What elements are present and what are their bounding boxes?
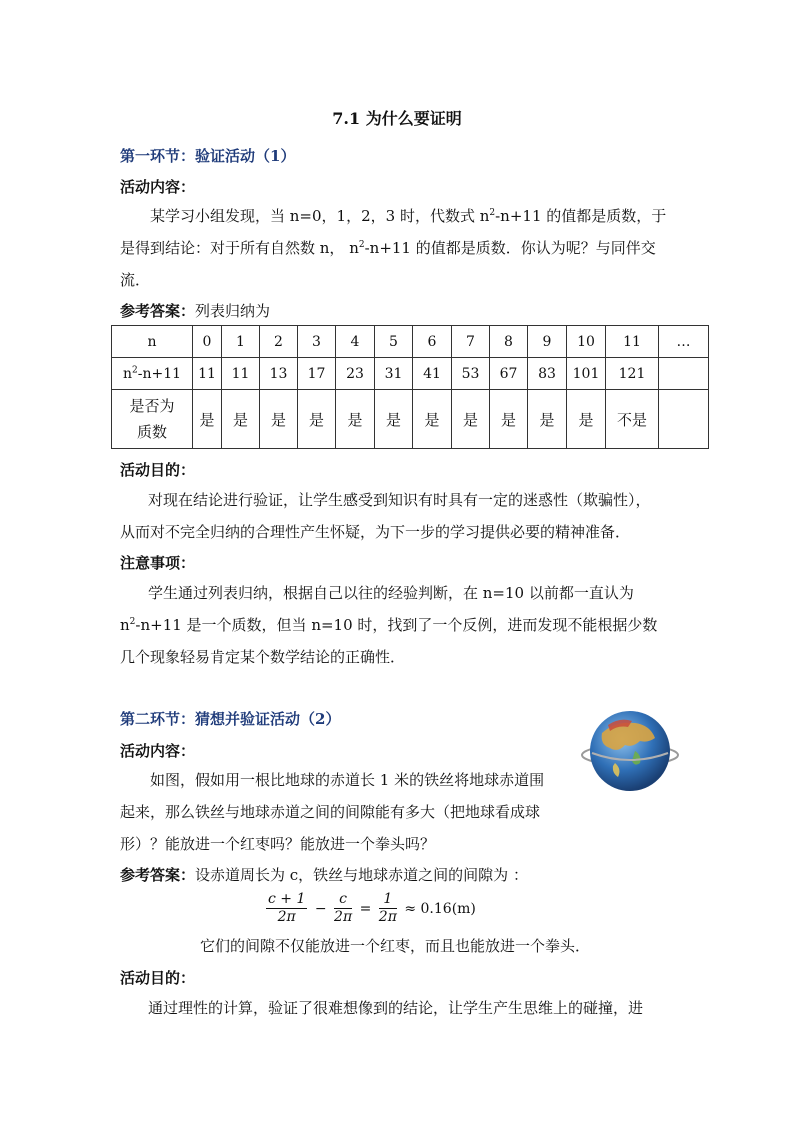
table-row-n bbox=[112, 326, 709, 358]
table-cell: 2 bbox=[260, 326, 298, 358]
table-cell: 11 bbox=[606, 326, 659, 358]
globe-icon bbox=[580, 703, 680, 803]
section1-notes-line1: 学生通过列表归纳，根据自己以往的经验判断，在 n=10 以前都一直认为 bbox=[148, 584, 634, 602]
table-cell: 101 bbox=[567, 358, 606, 390]
table-cell: n bbox=[112, 326, 193, 358]
table-cell: 是 bbox=[452, 390, 490, 449]
table-cell: 是 bbox=[413, 390, 452, 449]
table-cell: 67 bbox=[490, 358, 528, 390]
section1-content-line3: 流． bbox=[120, 271, 151, 289]
table-cell-label: 是否为 质数 bbox=[112, 390, 193, 449]
section1-heading: 第一环节：验证活动（1） bbox=[120, 147, 296, 165]
table-cell: 53 bbox=[452, 358, 490, 390]
table-cell: 41 bbox=[413, 358, 452, 390]
section1-purpose-line2: 从而对不完全归纳的合理性产生怀疑，为下一步的学习提供必要的精神准备． bbox=[120, 523, 631, 541]
section2-content-line1: 如图，假如用一根比地球的赤道长 1 米的铁丝将地球赤道围 bbox=[150, 771, 545, 789]
section2-content-label: 活动内容： bbox=[120, 742, 196, 760]
section2-answer: 参考答案：设赤道周长为 c，铁丝与地球赤道之间的间隙为 ： bbox=[120, 866, 528, 884]
table-cell: 6 bbox=[413, 326, 452, 358]
table-cell: 11 bbox=[222, 358, 260, 390]
table-cell: 1 bbox=[222, 326, 260, 358]
table-cell: 9 bbox=[528, 326, 567, 358]
table-cell: 0 bbox=[193, 326, 222, 358]
section2-content-line2: 起来，那么铁丝与地球赤道之间的间隙能有多大（把地球看成球 bbox=[120, 803, 541, 821]
section1-notes-label: 注意事项： bbox=[120, 554, 196, 572]
table-cell: 7 bbox=[452, 326, 490, 358]
table-cell: 是 bbox=[222, 390, 260, 449]
table-cell: 3 bbox=[298, 326, 336, 358]
table-cell: 是 bbox=[375, 390, 413, 449]
section2-purpose-label: 活动目的： bbox=[120, 969, 196, 987]
table-cell: 是 bbox=[567, 390, 606, 449]
table-cell: 121 bbox=[606, 358, 659, 390]
section1-purpose-label: 活动目的： bbox=[120, 461, 196, 479]
section1-content-label: 活动内容： bbox=[120, 178, 196, 196]
gap-formula: $\frac{c + 1}{2\pi}$ − $\frac{c}{2\pi}$ = $\frac{1}{2\pi}$ ≈ 0.16(m) bbox=[268, 891, 476, 925]
table-cell: 83 bbox=[528, 358, 567, 390]
table-cell: 是 bbox=[490, 390, 528, 449]
section1-content-line2: 是得到结论：对于所有自然数 n， $n^2-n+11$ 的值都是质数．你认为呢？与同伴交 bbox=[120, 239, 656, 257]
table-row-value bbox=[112, 358, 709, 390]
section1-purpose-line1: 对现在结论进行验证，让学生感受到知识有时具有一定的迷惑性（欺骗性）， bbox=[148, 491, 651, 509]
section2-heading: 第二环节：猜想并验证活动（2） bbox=[120, 710, 341, 728]
table-cell: … bbox=[659, 326, 709, 358]
section2-content-line3: 形）？能放进一个红枣吗？能放进一个拳头吗？ bbox=[120, 835, 436, 853]
table-cell: 11 bbox=[193, 358, 222, 390]
globe-image bbox=[580, 703, 680, 803]
table-cell: 31 bbox=[375, 358, 413, 390]
table-cell: 8 bbox=[490, 326, 528, 358]
table-cell: 是 bbox=[298, 390, 336, 449]
table-cell: 13 bbox=[260, 358, 298, 390]
table-cell-label: $n^2-n+11$ bbox=[112, 358, 193, 390]
table-cell bbox=[659, 390, 709, 449]
prime-table bbox=[111, 325, 709, 449]
table-cell: 是 bbox=[260, 390, 298, 449]
section1-answer: 参考答案：列表归纳为 bbox=[120, 302, 271, 320]
table-cell: 4 bbox=[336, 326, 375, 358]
section1-notes-line2: $n^2-n+11$ 是一个质数，但当 n=10 时，找到了一个反例，进而发现不能根据少数 bbox=[120, 616, 658, 634]
page-title: 7.1 为什么要证明 bbox=[332, 109, 462, 128]
table-cell bbox=[659, 358, 709, 390]
table-cell: 是 bbox=[528, 390, 567, 449]
section2-purpose-line1: 通过理性的计算，验证了很难想像到的结论，让学生产生思维上的碰撞，进 bbox=[148, 999, 644, 1017]
table-cell: 是 bbox=[193, 390, 222, 449]
table-cell: 10 bbox=[567, 326, 606, 358]
section1-content-line1: 某学习小组发现，当 n=0，1，2，3 时，代数式 $n^2-n+11$ 的值都是质数，于 bbox=[150, 207, 667, 225]
table-cell: 23 bbox=[336, 358, 375, 390]
table-cell: 不是 bbox=[606, 390, 659, 449]
table-cell: 5 bbox=[375, 326, 413, 358]
section1-notes-line3: 几个现象轻易肯定某个数学结论的正确性． bbox=[120, 648, 406, 666]
table-cell: 17 bbox=[298, 358, 336, 390]
table-row-prime bbox=[112, 390, 709, 449]
section2-conclusion: 它们的间隙不仅能放进一个红枣，而且也能放进一个拳头． bbox=[200, 937, 591, 955]
table-cell: 是 bbox=[336, 390, 375, 449]
